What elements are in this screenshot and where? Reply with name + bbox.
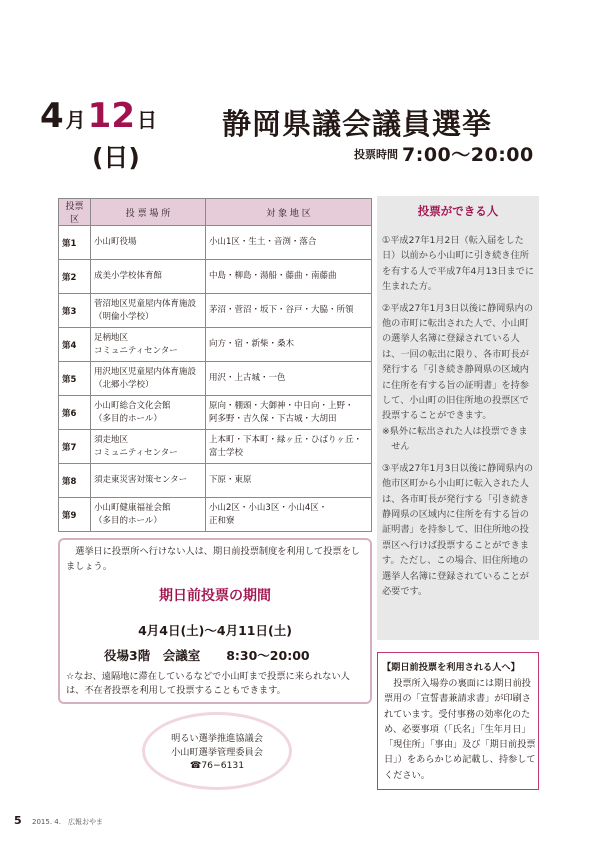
place-cell [91,226,206,260]
area-cell [206,294,372,328]
voting-hours-label: 投票時間 [354,148,398,161]
place-line: コミュニティセンター [94,345,178,356]
polling-place-table [58,198,372,532]
area-line: 用沢・上古城・一色 [209,373,286,384]
absentee-note: ☆なお、遠隔地に滞在しているなどで小山町まで投票に来られない人は、不在者投票を利用して投票することもできます。 [66,671,350,696]
day-number: 12 [87,96,135,136]
place-line: （北郷小学校） [94,379,154,390]
place-line: （多目的ホール） [94,515,162,526]
district-cell: 第2 [59,260,91,294]
area-line: 小山1区・生土・音渕・落合 [209,237,317,248]
header-area: 対 象 地 区 [206,199,372,226]
area-cell [206,498,372,532]
area-cell [206,396,372,430]
table-row [59,498,372,532]
eligibility-heading: 投票ができる人 [417,204,499,218]
early-voting-intro: 選挙日に投票所へ行けない人は、期日前投票制度を利用して投票をしましょう。 [66,546,360,572]
place-line: （明倫小学校） [94,311,154,322]
table-row [59,226,372,260]
place-cell [91,328,206,362]
district-cell: 第4 [59,328,91,362]
place-line: 小山町役場 [94,237,137,248]
early-voting-place: 役場3階 会議室 [104,648,201,663]
area-cell [206,464,372,498]
organization-name-1: 明るい選挙推進協議会 [171,733,263,744]
early-voting-location [104,646,336,664]
area-line: 下原・東原 [209,475,252,486]
voting-hours-value: 7:00〜20:00 [402,144,534,166]
district-cell: 第5 [59,362,91,396]
area-line: 富士学校 [209,447,244,458]
place-cell [91,498,206,532]
eligibility-item-3: ③平成27年1月3日以後に静岡県内の他市区町から小山町に転入された人は、各市町長が発行する「引き続き静岡県の区域内に住所を有する旨の証明書」を持参して、旧住所地の投票区へ行けば投票することができます。ただし、この場合、旧住所地の選挙人名簿に登録されていることが必要です。 [382,462,534,597]
election-date [40,96,159,136]
place-cell [91,430,206,464]
place-cell [91,260,206,294]
place-cell [91,396,206,430]
place-line: 須走地区 [94,435,129,445]
early-voting-info-heading: 【期日前投票を利用される人へ】 [382,662,520,673]
eligibility-item-2: ②平成27年1月3日以後に静岡県内の他の市町に転出された人で、小山町の選挙人名簿に登録されている人は、一回の転出に限り、各市町長が発行する「引き続き静岡県の区域内に住所を有する旨の証明書」を持参して、小山町の旧住所地の投票区で投票することができます。 [382,302,534,422]
area-line: 小山2区・小山3区・小山4区・ [209,503,328,513]
organization-block [142,732,292,773]
header-district: 投票区 [59,199,91,226]
month-unit: 月 [65,108,86,132]
area-line: 上本町・下本町・緑ヶ丘・ひばりヶ丘・ [209,435,363,445]
district-cell: 第1 [59,226,91,260]
place-line: 菅沼地区児童屋内体育施設 [94,299,197,309]
place-cell [91,464,206,498]
organization-phone: ☎76−6131 [189,760,245,771]
place-cell [91,362,206,396]
place-cell [91,294,206,328]
eligibility-note: ※県外に転出された人は投票できません [382,425,528,453]
eligibility-item-1: ①平成27年1月2日（転入届をした日）以前から小山町に引き続き住所を有する人で平成7年4月13日までに生まれた方。 [382,235,535,293]
area-cell [206,362,372,396]
publication-info: 2015. 4. 広報おやま [32,818,103,826]
place-line: （多目的ホール） [94,413,162,424]
area-line: 茅沼・菅沼・坂下・谷戸・大脇・所領 [209,305,354,316]
place-line: 小山町総合文化会館 [94,401,171,411]
organization-name-2: 小山町選挙管理委員会 [171,746,263,758]
place-line: 成美小学校体育館 [94,271,163,282]
early-voting-time: 8:30〜20:00 [226,648,310,663]
place-line: 用沢地区児童屋内体育施設 [94,367,197,377]
header-place: 投 票 場 所 [91,199,206,226]
table-row [59,362,372,396]
area-cell [206,226,372,260]
table-row [59,464,372,498]
district-cell: 第8 [59,464,91,498]
area-line: 原向・棚頭・大御神・中日向・上野・ [209,401,354,411]
place-line: コミュニティセンター [94,447,178,458]
district-cell: 第6 [59,396,91,430]
table-row [59,294,372,328]
area-cell [206,328,372,362]
table-row [59,430,372,464]
area-cell [206,430,372,464]
place-line: 須走東災害対策センター [94,475,188,486]
place-line: 足柄地区 [94,333,129,343]
page-title: 静岡県議会議員選挙 [222,107,493,141]
area-line: 向方・宿・新柴・桑木 [209,339,295,350]
table-header-row [59,199,372,226]
early-voting-info-text: 投票所入場券の裏面には期日前投票用の「宣誓書兼請求書」が印刷されています。受付事務の効率化のため、必要事項（「氏名」「生年月日」「現住所」「事由」及び「期日前投票日」）をあらかじめ記載し、持参してください。 [384,678,536,781]
weekday: (日) [92,143,140,172]
eligibility-text [382,233,536,605]
day-unit: 日 [137,108,157,132]
early-voting-dates: 4月4日(土)〜4月11日(土) [138,623,292,638]
table-row [59,396,372,430]
district-cell: 第9 [59,498,91,532]
table-row [59,328,372,362]
early-voting-title: 期日前投票の期間 [159,588,271,604]
area-cell [206,260,372,294]
district-cell: 第7 [59,430,91,464]
area-line: 中島・柳島・湯船・藤曲・南藤曲 [209,271,337,282]
month-number: 4 [40,96,64,136]
area-line: 阿多野・吉久保・下古城・大胡田 [209,413,337,424]
district-cell: 第3 [59,294,91,328]
table-row [59,260,372,294]
page-number: 5 [14,814,22,827]
area-line: 正和寮 [209,515,235,526]
place-line: 小山町健康福祉会館 [94,503,171,513]
